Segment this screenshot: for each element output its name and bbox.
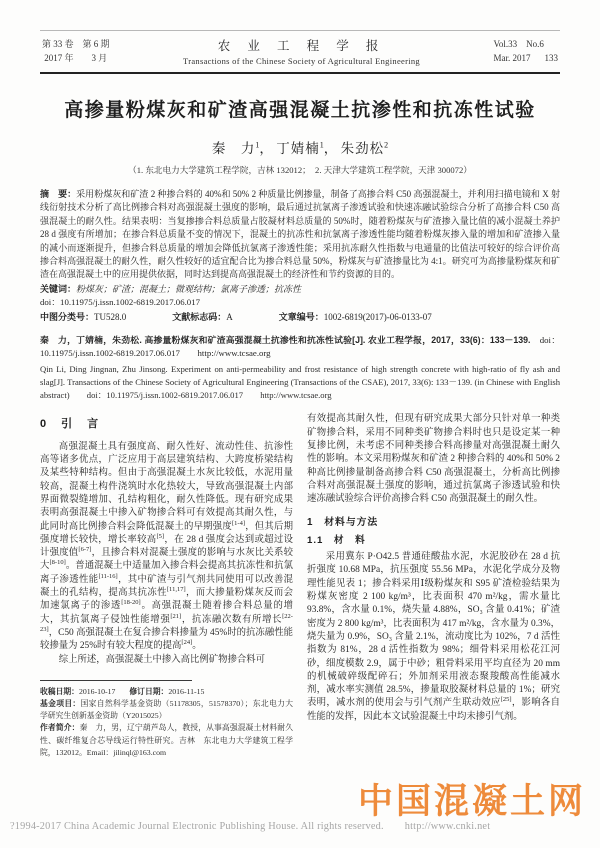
intro-paragraph-2: 综上所述，高强混凝土中掺入高比例矿物掺合料可 (58, 654, 266, 665)
author-line (40, 137, 560, 157)
citation-cn-main: 秦 力，丁婧楠，朱劲松. 高掺量粉煤灰和矿渣高强混凝土抗渗性和抗冻性试验[J]. 农业工程学报，2017，33(6)：133－139. (40, 334, 531, 345)
header-vol-line2 (494, 51, 559, 65)
section-1-heading: 1 材料与方法 (307, 516, 379, 528)
abstract-label: 摘 要： (40, 189, 77, 199)
footnote-author-bio: 作者简介：秦 力，男，辽宁葫芦岛人，教授，从事高强混凝土材料耐久性、碳纤维复合芯导线运行特性研究。吉林 东北电力大学建筑工程学院，132012。Email：jilinql@163.com (40, 723, 294, 757)
keywords-label: 关键词： (40, 283, 77, 294)
header-issue-line1: 第 33 卷 第 6 期 (42, 39, 110, 49)
header-issue-block (42, 37, 110, 65)
page-title: 高掺量粉煤灰和矿渣高强混凝土抗渗性和抗冻性试验 (64, 100, 536, 121)
author-3: 朱劲松$^2$ (340, 140, 389, 156)
intro-paragraph-1: 高强混凝土具有强度高、耐久性好、流动性佳、抗渗性高等诸多优点，广泛应用于高层建筑结构、大跨度桥梁结构及某些特种结构。但由于高强混凝土水灰比较低，水泥用量较高，混凝土构件浇筑时水化热较大，导致高强混凝土内部界面微裂缝增加、孔结构粗化，耐久性降低。现有研究成果表明高强混凝土中掺入矿物掺合料可有效提高其耐久性，与此同时高比例掺合料会降低混凝土的早期强度[1-4]，但其后期强度增长较快，增长率较高[5]，在 28 d 强度会达到或超过设计强度值[6-7]，且掺合料对混凝土强度的影响与水灰比关系较大[8-10]。普通混凝土中适量加入掺合料会提高其抗冻性和抗氯离子渗透性能[11-16]，其中矿渣与引气剂共同使用可以改善混凝土的孔结构，提高其抗冻性[11,17]，而大掺量粉煤灰反而会加速氯离子的渗透[18-20]。高强混凝土随着掺合料总量的增大，其抗氯离子侵蚀性能增强[21]，抗冻融次数有所增长[22-23]，C50 高强混凝土在复合掺合料掺量为 45%时的抗冻融性能较掺量为 25%时有较大程度的提高[24]。 (40, 441, 293, 652)
section-1-1-heading: 1.1 材 料 (307, 534, 366, 546)
article-no-pair: 文章编号：1002-6819(2017)-06-0133-07 (278, 311, 432, 322)
abstract-text: 采用粉煤灰和矿渣 2 种掺合料的 40%和 50% 2 种质量比例掺量，制备了高掺合料 C50 高强混凝土，并利用扫描电镜和 X 射线衍射技术分析了高比例掺合料对高强混凝土强度的影响，最后通过抗氯离子渗透试验和快速冻融试验综合分析了高掺合料 C50 高强混凝土的耐久性。结果表明：当复掺掺合料总质量占胶凝材料总质量的 50%时，随着粉煤灰与矿渣掺入量比值的减小混凝土养护 28 d 强度有所增加；在掺合料总质量不变的情况下，混凝土的抗冻性和抗氯离子渗透性能均随着粉煤灰掺入量的增加和矿渣掺入量的减小而逐渐提升，但掺合料总质量的增加会降低抗氯离子渗透性能；采用抗冻耐久性指数与电通量的比值法可较好的综合评价高掺合料高强混凝土的耐久性，耐久性较好的适宜配合比为掺合料总量 50%，粉煤灰与矿渣掺量比为 4:1。研究可为高掺量粉煤灰和矿渣在高强混凝土中的应用提供依据，同时达到提高高强混凝土的经济性和节约资源的目的。 (40, 189, 560, 280)
classification-line (40, 310, 560, 325)
doi-value: 10.11975/j.issn.1002-6819.2017.06.017 (60, 297, 200, 308)
keywords (40, 283, 560, 296)
materials-paragraph: 采用冀东 P·O42.5 普通硅酸盐水泥，水泥胶砂在 28 d 抗折强度 10.68 MPa，抗压强度 55.56 MPa，水泥化学成分及物理性能见表 1；掺合料采用Ⅰ级粉煤灰和 S95 矿渣检验结果为粉煤灰密度 2 100 kg/m³，比表面积 470 m²/kg，需水量比 93.8%，含水量 0.1%，烧失量 4.88%，SO₃ 含量 0.41%；矿渣密度为 2 800 kg/m³，比表面积为 417 m²/kg，含水量为 0.3%，烧失量为 0.9%，SO₃ 含量 2.1%，流动度比为 102%，7 d 活性指数为 81%，28 d 活性指数为 98%；细骨料采用松花江河砂，细度模数 2.9，属于中砂；粗骨料采用平均直径为 20 mm 的机械破碎级配碎石；外加剂采用液态聚羧酸高性能减水剂，减水率实测值 28.5%，掺量取胶凝材料总量的 1%；研究表明，减水剂的使用会与引气剂产生联动效应[25]，影响各自性能的发挥，因此本文试验混凝土中均未掺引气剂。 (307, 552, 560, 722)
citation-english: Qin Li, Ding Jingnan, Zhu Jinsong. Experiment on anti-permeability and frost resistance of high strength concrete with high-ratio of fly ash and slag[J]. Transactions of the Chinese Society of Agricultural Engineering (Transactions of the CSAE), 2017, 33(6): 133－139. (in Chinese with English abstract) doi：10.11975/j.issn.1002-6819.2017.06.017 http://www.tcsae.org (40, 364, 560, 400)
right-column (307, 413, 560, 759)
footnote-block (40, 680, 293, 759)
section-0-heading: 0 引 言 (40, 418, 101, 431)
header-vol-line1: Vol.33 No.6 (493, 39, 544, 49)
keywords-text: 粉煤灰；矿渣；混凝土；微观结构；氯离子渗透；抗冻性 (76, 283, 302, 294)
journal-title-cn: 农 业 工 程 学 报 (217, 39, 386, 53)
cnki-watermark: 中国混凝土网 (357, 782, 586, 821)
author-1: 秦 力$^1$， (211, 140, 273, 156)
header-journal-block (183, 36, 420, 66)
footnote-divider (40, 680, 192, 681)
left-column (40, 413, 293, 759)
clc-pair: 中图分类号：TU528.0 (40, 311, 127, 322)
journal-title-en: Transactions of the Chinese Society of Agricultural Engineering (183, 56, 420, 66)
citation-cn-doi: doi：10.11975/j.issn.1002-6819.2017.06.017 http://www.tcsae.org (40, 334, 561, 358)
citation-chinese (40, 334, 560, 360)
footnote-dates: 收稿日期：2016-10-17 修订日期：2016-11-15 (40, 686, 205, 696)
footnote-funding: 基金项目：国家自然科学基金资助（51178305，51578370）；东北电力大学研究生创新基金资助（Y2015025） (40, 699, 294, 721)
abstract (40, 188, 560, 282)
intro-paragraph-continued: 有效提高其耐久性，但现有研究成果大部分只针对单一种类矿物掺合料，采用不同种类矿物掺合料时也只是设定某一种复掺比例，未考虑不同种类掺合料高掺量对高强混凝土耐久性的影响。本文采用粉煤灰和矿渣 2 种掺合料的 40%和 50% 2 种高比例掺量制备高掺合料 C50 高强混凝土，分析高比例掺合料对高强混凝土强度的影响，通过抗氯离子渗透试验和快速冻融试验综合评价高掺合料 C50 高强混凝土的耐久性。 (307, 414, 560, 505)
header-vol-block (494, 37, 559, 65)
cnki-copyright-footer: ?1994-2017 China Academic Journal Electronic Publishing House. All rights reserved. http://www.cnki.net (10, 821, 491, 832)
body-columns (40, 413, 560, 759)
header-page-number: 133 (544, 53, 558, 63)
author-2: 丁婧楠$^1$， (276, 140, 338, 156)
affiliation-line: （1. 东北电力大学建筑工程学院，吉林 132012； 2. 天津大学建筑工程学院，天津 300072） (128, 165, 472, 175)
doi-line (40, 296, 560, 309)
journal-header (40, 30, 560, 74)
header-month: Mar. 2017 (493, 53, 531, 63)
header-issue-line2: 2017 年 3 月 (44, 53, 108, 63)
doc-code-pair: 文献标志码：A (172, 311, 233, 322)
doi-label: doi： (40, 297, 61, 308)
